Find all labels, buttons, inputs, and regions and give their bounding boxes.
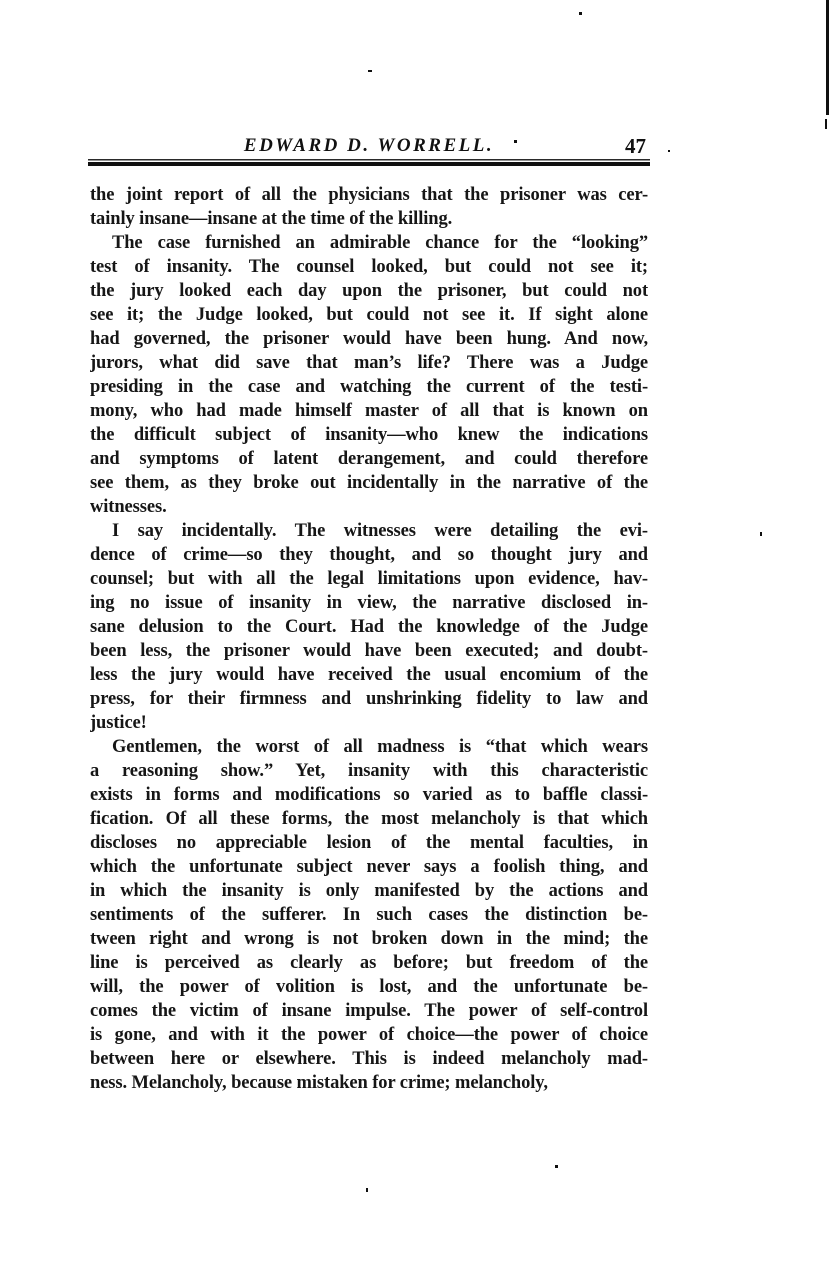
text-line: less the jury would have received the usual encomium of the: [90, 665, 648, 685]
text-line: I say incidentally. The witnesses were detailing the evi-: [112, 521, 648, 541]
text-line: tainly insane—insane at the time of the killing.: [90, 209, 453, 229]
text-line: between here or elsewhere. This is indeed melancholy mad-: [90, 1049, 648, 1069]
text-line: had governed, the prisoner would have been hung. And now,: [90, 329, 648, 349]
scan-edge-line: [826, 0, 829, 115]
text-line: in which the insanity is only manifested by the actions and: [90, 881, 648, 901]
text-line: a reasoning show.” Yet, insanity with this characteristic: [90, 761, 648, 781]
text-line: justice!: [90, 713, 147, 733]
text-line: ing no issue of insanity in view, the narrative disclosed in-: [90, 593, 648, 613]
text-line: is gone, and with it the power of choice—the power of choice: [90, 1025, 648, 1045]
text-line: see them, as they broke out incidentally in the narrative of the: [90, 473, 648, 493]
text-line: sentiments of the sufferer. In such cases the distinction be-: [90, 905, 648, 925]
page-number: 47: [625, 134, 646, 158]
text-line: see it; the Judge looked, but could not see it. If sight alone: [90, 305, 648, 325]
text-line: fication. Of all these forms, the most melancholy is that which: [90, 809, 648, 829]
running-head: [90, 135, 648, 161]
scan-speck: [368, 70, 372, 72]
text-line: witnesses.: [90, 497, 167, 517]
text-line: which the unfortunate subject never says a foolish thing, and: [90, 857, 648, 877]
text-line: Gentlemen, the worst of all madness is “that which wears: [112, 737, 648, 757]
text-line: test of insanity. The counsel looked, but could not see it;: [90, 257, 648, 277]
text-line: discloses no appreciable lesion of the mental faculties, in: [90, 833, 648, 853]
text-line: press, for their firmness and unshrinking fidelity to law and: [90, 689, 648, 709]
text-line: dence of crime—so they thought, and so thought jury and: [90, 545, 648, 565]
text-line: the jury looked each day upon the prisoner, but could not: [90, 281, 648, 301]
scan-speck: [555, 1165, 558, 1168]
text-body: [90, 183, 648, 1095]
text-line: comes the victim of insane impulse. The power of self-control: [90, 1001, 648, 1021]
scan-speck: [366, 1188, 368, 1192]
text-line: the joint report of all the physicians that the prisoner was cer-: [90, 185, 648, 205]
scan-edge-tick: [825, 119, 827, 129]
text-line: jurors, what did save that man’s life? There was a Judge: [90, 353, 648, 373]
scan-speck: [760, 532, 762, 536]
text-line: will, the power of volition is lost, and the unfortunate be-: [90, 977, 648, 997]
text-line: sane delusion to the Court. Had the knowledge of the Judge: [90, 617, 648, 637]
scan-speck: [668, 150, 670, 152]
text-line: ness. Melancholy, because mistaken for crime; melancholy,: [90, 1073, 548, 1093]
page-title: EDWARD D. WORRELL.: [243, 135, 495, 156]
text-line: mony, who had made himself master of all that is known on: [90, 401, 648, 421]
text-line: and symptoms of latent derangement, and could therefore: [90, 449, 648, 469]
text-line: line is perceived as clearly as before; but freedom of the: [90, 953, 648, 973]
scan-speck: [579, 12, 582, 15]
text-line: The case furnished an admirable chance for the “looking”: [112, 233, 648, 253]
header-rule: [88, 159, 650, 167]
text-line: presiding in the case and watching the current of the testi-: [90, 377, 648, 397]
text-line: been less, the prisoner would have been executed; and doubt-: [90, 641, 648, 661]
text-line: counsel; but with all the legal limitations upon evidence, hav-: [90, 569, 648, 589]
text-line: exists in forms and modifications so varied as to baffle classi-: [90, 785, 648, 805]
text-line: the difficult subject of insanity—who knew the indications: [90, 425, 648, 445]
text-line: tween right and wrong is not broken down in the mind; the: [90, 929, 648, 949]
scan-speck: [514, 140, 517, 143]
